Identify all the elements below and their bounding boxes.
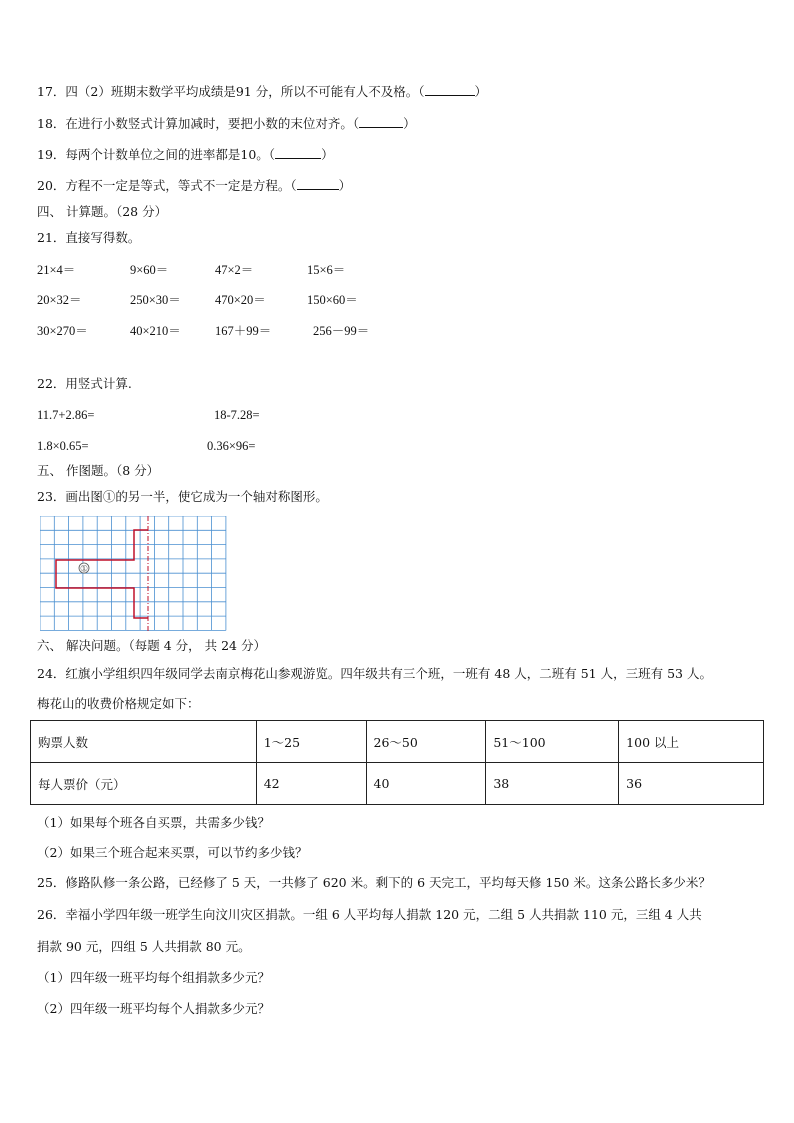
section-5-heading: 五、 作图题。（8 分） (37, 463, 160, 478)
close-paren: ） (321, 147, 334, 162)
question-25: 25．修路队修一条公路，已经修了 5 天，一共修了 620 米。剩下的 6 天完工，平均每天修 150 米。这条公路长多少米？ (37, 875, 711, 890)
vertical-calc-item: 11.7+2.86= (37, 408, 95, 422)
question-22: 22．用竖式计算. (37, 376, 132, 391)
vertical-calc-item: 1.8×0.65= (37, 439, 89, 453)
table-cell: 1～25 (256, 721, 366, 763)
oral-calc-item: 470×20＝ (215, 293, 266, 307)
table-cell: 每人票价（元） (31, 763, 257, 805)
table-cell: 42 (256, 763, 366, 805)
question-23: 23．画出图①的另一半，使它成为一个轴对称图形。 (37, 489, 328, 504)
oral-calc-item: 40×210＝ (130, 324, 181, 338)
oral-calc-item: 20×32＝ (37, 293, 82, 307)
question-26-sub2: （2）四年级一班平均每个人捐款多少元？ (37, 1001, 270, 1016)
table-cell: 26～50 (366, 721, 486, 763)
oral-calc-item: 256－99＝ (313, 324, 370, 338)
section-4-heading: 四、 计算题。（28 分） (37, 204, 168, 219)
table-cell: 100 以上 (619, 721, 764, 763)
oral-calc-item: 9×60＝ (130, 263, 169, 277)
answer-blank-17[interactable] (425, 84, 475, 96)
oral-calc-item: 250×30＝ (130, 293, 181, 307)
table-cell: 36 (619, 763, 764, 805)
oral-calc-item: 167＋99＝ (215, 324, 272, 338)
answer-blank-18[interactable] (359, 116, 403, 128)
question-26-line2: 捐款 90 元，四组 5 人共捐款 80 元。 (37, 939, 251, 954)
oral-calc-item: 21×4＝ (37, 263, 76, 277)
question-19 (37, 147, 334, 163)
oral-calc-item: 47×2＝ (215, 263, 254, 277)
symmetry-grid-figure[interactable] (40, 516, 228, 636)
answer-blank-20[interactable] (297, 178, 339, 190)
question-24-line1: 24．红旗小学组织四年级同学去南京梅花山参观游览。四年级共有三个班，一班有 48 人，二班有 51 人，三班有 53 人。 (37, 666, 712, 681)
question-24-line2: 梅花山的收费价格规定如下： (37, 696, 200, 711)
half-figure (56, 530, 148, 618)
vertical-calc-item: 0.36×96= (207, 439, 256, 453)
table-row (31, 721, 764, 763)
oral-calc-item: 30×270＝ (37, 324, 88, 338)
question-19-text: 19．每两个计数单位之间的进率都是10。（ (37, 147, 276, 162)
answer-blank-19[interactable] (275, 147, 321, 159)
question-17-text: 17．四（2）班期末数学平均成绩是91 分，所以不可能有人不及格。（ (37, 84, 425, 99)
question-24-sub1: （1）如果每个班各自买票，共需多少钱？ (37, 815, 270, 830)
ticket-price-table (30, 720, 764, 805)
oral-calc-item: 150×60＝ (307, 293, 358, 307)
question-26-line1: 26．幸福小学四年级一班学生向汶川灾区捐款。一组 6 人平均每人捐款 120 元，二组 5 人共捐款 110 元，三组 4 人共 (37, 907, 702, 922)
close-paren: ） (338, 178, 352, 193)
close-paren: ） (474, 84, 488, 99)
close-paren: ） (403, 116, 416, 131)
question-17 (37, 84, 487, 100)
question-18-text: 18．在进行小数竖式计算加减时，要把小数的末位对齐。（ (37, 116, 360, 131)
question-20 (37, 178, 351, 194)
question-18 (37, 116, 416, 132)
table-cell: 40 (366, 763, 486, 805)
table-cell: 38 (486, 763, 619, 805)
vertical-calc-item: 18-7.28= (214, 408, 260, 422)
table-row (31, 763, 764, 805)
grid-lines (40, 516, 226, 630)
oral-calc-item: 15×6＝ (307, 263, 346, 277)
question-24-sub2: （2）如果三个班合起来买票，可以节约多少钱？ (37, 845, 308, 860)
section-6-heading: 六、 解决问题。（每题 4 分， 共 24 分） (37, 638, 266, 653)
question-26-sub1: （1）四年级一班平均每个组捐款多少元？ (37, 970, 270, 985)
question-21: 21．直接写得数。 (37, 230, 141, 245)
grid-svg (40, 516, 228, 632)
figure-label: ① (79, 564, 89, 575)
question-20-text: 20．方程不一定是等式，等式不一定是方程。（ (37, 178, 297, 193)
table-cell: 51～100 (486, 721, 619, 763)
table-cell: 购票人数 (31, 721, 257, 763)
